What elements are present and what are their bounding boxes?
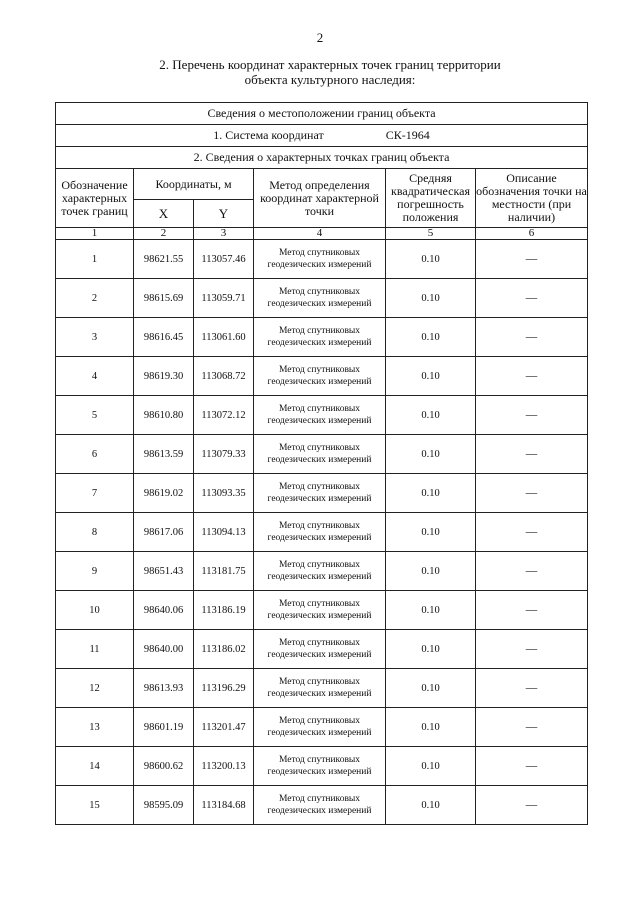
point-description [476,669,588,708]
point-method: Метод спутниковых геодезических измерений [254,396,386,435]
point-number: 7 [56,474,134,513]
heading-line-1: 2. Перечень координат характерных точек границ территории [159,57,501,72]
column-number: 6 [476,228,588,240]
point-description [476,318,588,357]
header-x: X [134,200,194,228]
point-number: 15 [56,786,134,825]
point-error: 0.10 [386,552,476,591]
point-y: 113068.72 [194,357,254,396]
dash-mark: — [525,604,538,616]
point-x: 98610.80 [134,396,194,435]
point-method: Метод спутниковых геодезических измерений [254,474,386,513]
point-description [476,435,588,474]
dash-mark: — [525,253,538,265]
header-y: Y [194,200,254,228]
dash-mark: — [525,487,538,499]
point-description [476,396,588,435]
point-error: 0.10 [386,240,476,279]
point-x: 98640.00 [134,630,194,669]
point-y: 113196.29 [194,669,254,708]
column-number: 1 [56,228,134,240]
table-row [56,357,588,396]
point-x: 98601.19 [134,708,194,747]
dash-mark: — [525,526,538,538]
header-description: Описание обозначения точки на местности (при наличии) [476,169,588,228]
point-number: 10 [56,591,134,630]
point-x: 98613.93 [134,669,194,708]
point-error: 0.10 [386,279,476,318]
point-error: 0.10 [386,591,476,630]
point-method: Метод спутниковых геодезических измерений [254,630,386,669]
table-row [56,279,588,318]
dash-mark: — [525,643,538,655]
point-description [476,786,588,825]
point-description [476,747,588,786]
point-number: 12 [56,669,134,708]
point-x: 98619.30 [134,357,194,396]
point-x: 98621.55 [134,240,194,279]
point-y: 113181.75 [194,552,254,591]
header-error: Средняя квадратическая погрешность положения [386,169,476,228]
point-error: 0.10 [386,630,476,669]
point-number: 14 [56,747,134,786]
coordinate-system-label: 1. Система координат [213,128,324,142]
dash-mark: — [525,370,538,382]
point-description [476,279,588,318]
point-y: 113184.68 [194,786,254,825]
point-y: 113186.02 [194,630,254,669]
point-number: 5 [56,396,134,435]
table-row [56,747,588,786]
document-heading [100,57,560,87]
point-x: 98651.43 [134,552,194,591]
point-x: 98615.69 [134,279,194,318]
dash-mark: — [525,565,538,577]
dash-mark: — [525,721,538,733]
page-number: 2 [316,30,324,45]
dash-mark: — [525,448,538,460]
point-error: 0.10 [386,318,476,357]
point-method: Метод спутниковых геодезических измерений [254,591,386,630]
point-y: 113200.13 [194,747,254,786]
point-error: 0.10 [386,435,476,474]
point-description [476,708,588,747]
point-y: 113059.71 [194,279,254,318]
point-x: 98616.45 [134,318,194,357]
point-error: 0.10 [386,747,476,786]
table-row [56,669,588,708]
column-number: 5 [386,228,476,240]
point-number: 1 [56,240,134,279]
point-error: 0.10 [386,669,476,708]
point-y: 113079.33 [194,435,254,474]
point-description [476,552,588,591]
point-method: Метод спутниковых геодезических измерений [254,669,386,708]
point-error: 0.10 [386,396,476,435]
dash-mark: — [525,760,538,772]
dash-mark: — [525,409,538,421]
point-number: 9 [56,552,134,591]
point-method: Метод спутниковых геодезических измерений [254,318,386,357]
point-x: 98617.06 [134,513,194,552]
header-method: Метод определения координат характерной точки [254,169,386,228]
table-row [56,708,588,747]
table-title: Сведения о местоположении границ объекта [56,103,588,125]
point-method: Метод спутниковых геодезических измерений [254,747,386,786]
point-method: Метод спутниковых геодезических измерений [254,708,386,747]
point-y: 113057.46 [194,240,254,279]
heading-line-2: объекта культурного наследия: [244,72,416,87]
header-coordinates: Координаты, м [134,169,254,200]
point-y: 113186.19 [194,591,254,630]
point-y: 113072.12 [194,396,254,435]
point-description [476,357,588,396]
table-row [56,474,588,513]
point-x: 98595.09 [134,786,194,825]
coordinate-system-value: СК-1964 [385,128,430,142]
point-method: Метод спутниковых геодезических измерений [254,552,386,591]
point-number: 6 [56,435,134,474]
point-error: 0.10 [386,786,476,825]
point-description [476,591,588,630]
point-x: 98600.62 [134,747,194,786]
table-row [56,786,588,825]
table-row [56,591,588,630]
dash-mark: — [525,682,538,694]
point-y: 113201.47 [194,708,254,747]
table-row [56,513,588,552]
point-description [476,513,588,552]
coordinate-system-row [56,125,588,147]
header-designation: Обозначение характерных точек границ [56,169,134,228]
table-row [56,435,588,474]
point-description [476,240,588,279]
point-number: 4 [56,357,134,396]
point-x: 98613.59 [134,435,194,474]
table-row [56,630,588,669]
point-method: Метод спутниковых геодезических измерений [254,279,386,318]
point-method: Метод спутниковых геодезических измерений [254,240,386,279]
column-number: 2 [134,228,194,240]
point-y: 113093.35 [194,474,254,513]
point-x: 98640.06 [134,591,194,630]
dash-mark: — [525,292,538,304]
points-section-title: 2. Сведения о характерных точках границ объекта [56,147,588,169]
column-number: 3 [194,228,254,240]
point-method: Метод спутниковых геодезических измерений [254,435,386,474]
point-error: 0.10 [386,357,476,396]
point-description [476,474,588,513]
coordinates-table [55,102,588,825]
dash-mark: — [525,331,538,343]
table-row [56,552,588,591]
point-error: 0.10 [386,708,476,747]
point-method: Метод спутниковых геодезических измерений [254,786,386,825]
point-number: 8 [56,513,134,552]
point-method: Метод спутниковых геодезических измерений [254,513,386,552]
point-x: 98619.02 [134,474,194,513]
point-error: 0.10 [386,513,476,552]
point-number: 11 [56,630,134,669]
point-number: 3 [56,318,134,357]
point-method: Метод спутниковых геодезических измерений [254,357,386,396]
table-row [56,318,588,357]
point-number: 2 [56,279,134,318]
point-error: 0.10 [386,474,476,513]
point-description [476,630,588,669]
table-row [56,240,588,279]
table-row [56,396,588,435]
point-y: 113094.13 [194,513,254,552]
point-y: 113061.60 [194,318,254,357]
column-number: 4 [254,228,386,240]
point-number: 13 [56,708,134,747]
dash-mark: — [525,799,538,811]
